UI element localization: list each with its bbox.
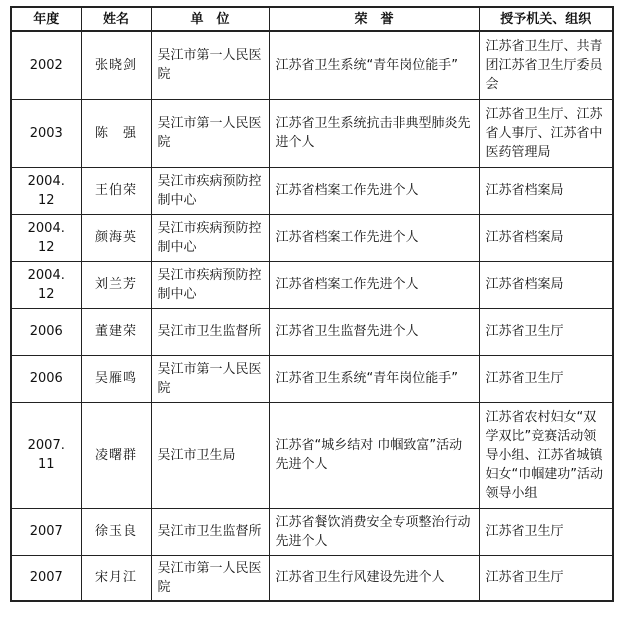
cell-name: 王伯荣 <box>81 167 151 214</box>
table-row <box>11 508 613 555</box>
table-row <box>11 214 613 261</box>
header-unit: 单 位 <box>151 7 269 31</box>
cell-unit: 吴江市疾病预防控制中心 <box>151 261 269 308</box>
table-row <box>11 99 613 167</box>
cell-name: 陈 强 <box>81 99 151 167</box>
cell-org: 江苏省档案局 <box>479 167 613 214</box>
cell-name: 徐玉良 <box>81 508 151 555</box>
cell-year: 2007 <box>11 508 81 555</box>
cell-year: 2006 <box>11 308 81 355</box>
cell-year: 2004. 12 <box>11 167 81 214</box>
table-row <box>11 308 613 355</box>
table-row <box>11 31 613 99</box>
header-name: 姓名 <box>81 7 151 31</box>
table-row <box>11 402 613 508</box>
cell-name: 张晓剑 <box>81 31 151 99</box>
cell-honor: 江苏省档案工作先进个人 <box>269 167 479 214</box>
cell-year: 2007. 11 <box>11 402 81 508</box>
header-row <box>11 7 613 31</box>
cell-name: 宋月江 <box>81 555 151 601</box>
cell-unit: 吴江市卫生监督所 <box>151 508 269 555</box>
cell-year: 2006 <box>11 355 81 402</box>
header-honor: 荣 誉 <box>269 7 479 31</box>
cell-name: 凌曙群 <box>81 402 151 508</box>
cell-org: 江苏省农村妇女“双学双比”竞赛活动领导小组、江苏省城镇妇女“巾帼建功”活动领导小组 <box>479 402 613 508</box>
cell-name: 颜海英 <box>81 214 151 261</box>
cell-honor: 江苏省卫生监督先进个人 <box>269 308 479 355</box>
cell-year: 2004. 12 <box>11 214 81 261</box>
cell-unit: 吴江市疾病预防控制中心 <box>151 214 269 261</box>
cell-org: 江苏省卫生厅 <box>479 308 613 355</box>
cell-unit: 吴江市第一人民医院 <box>151 555 269 601</box>
cell-org: 江苏省卫生厅、共青团江苏省卫生厅委员会 <box>479 31 613 99</box>
cell-org: 江苏省档案局 <box>479 214 613 261</box>
table-body <box>11 31 613 601</box>
cell-name: 董建荣 <box>81 308 151 355</box>
header-org: 授予机关、组织 <box>479 7 613 31</box>
cell-name: 刘兰芳 <box>81 261 151 308</box>
cell-unit: 吴江市卫生局 <box>151 402 269 508</box>
table-row <box>11 167 613 214</box>
cell-honor: 江苏省卫生系统“青年岗位能手” <box>269 355 479 402</box>
cell-org: 江苏省卫生厅 <box>479 508 613 555</box>
cell-org: 江苏省卫生厅 <box>479 355 613 402</box>
cell-unit: 吴江市疾病预防控制中心 <box>151 167 269 214</box>
cell-honor: 江苏省“城乡结对 巾帼致富”活动先进个人 <box>269 402 479 508</box>
cell-year: 2004. 12 <box>11 261 81 308</box>
cell-honor: 江苏省卫生行风建设先进个人 <box>269 555 479 601</box>
cell-honor: 江苏省卫生系统抗击非典型肺炎先进个人 <box>269 99 479 167</box>
table-row <box>11 555 613 601</box>
cell-honor: 江苏省卫生系统“青年岗位能手” <box>269 31 479 99</box>
cell-org: 江苏省卫生厅、江苏省人事厅、江苏省中医药管理局 <box>479 99 613 167</box>
cell-year: 2003 <box>11 99 81 167</box>
cell-org: 江苏省档案局 <box>479 261 613 308</box>
cell-honor: 江苏省档案工作先进个人 <box>269 261 479 308</box>
cell-unit: 吴江市第一人民医院 <box>151 355 269 402</box>
cell-honor: 江苏省餐饮消费安全专项整治行动先进个人 <box>269 508 479 555</box>
cell-unit: 吴江市第一人民医院 <box>151 31 269 99</box>
cell-unit: 吴江市第一人民医院 <box>151 99 269 167</box>
cell-org: 江苏省卫生厅 <box>479 555 613 601</box>
cell-honor: 江苏省档案工作先进个人 <box>269 214 479 261</box>
table-row <box>11 261 613 308</box>
header-year: 年度 <box>11 7 81 31</box>
cell-unit: 吴江市卫生监督所 <box>151 308 269 355</box>
cell-year: 2002 <box>11 31 81 99</box>
table-row <box>11 355 613 402</box>
cell-name: 吴雁鸣 <box>81 355 151 402</box>
honors-table <box>10 6 614 602</box>
cell-year: 2007 <box>11 555 81 601</box>
table-header <box>11 7 613 31</box>
